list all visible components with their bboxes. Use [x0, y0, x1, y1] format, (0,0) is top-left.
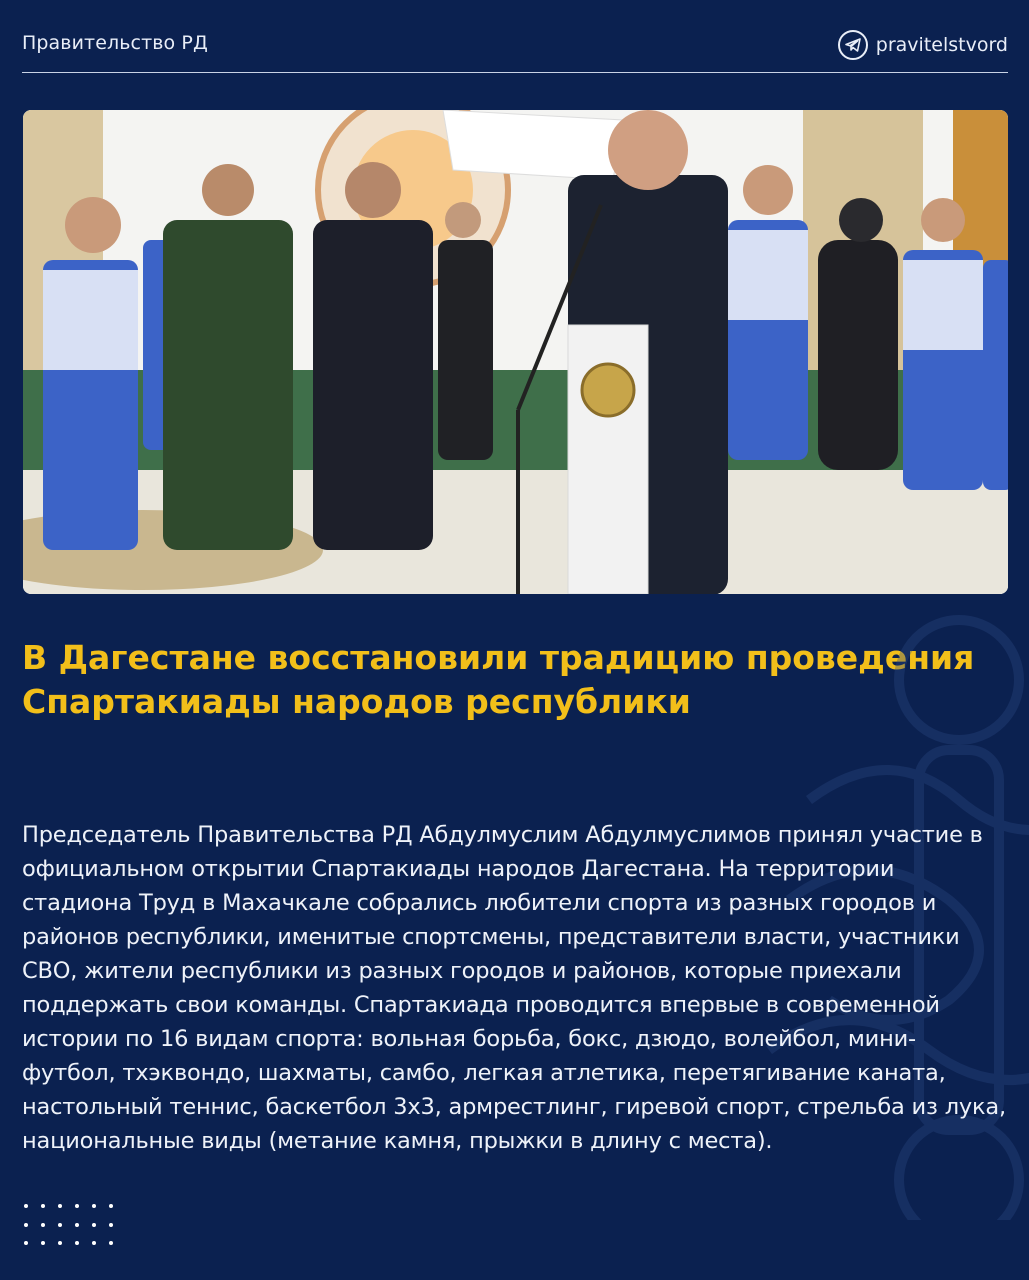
article-title: В Дагестане восстановили традицию проведения Спартакиады народов республики	[22, 638, 975, 721]
brand-label: Правительство РД	[22, 32, 208, 54]
header-divider	[22, 72, 1008, 73]
telegram-icon	[838, 30, 868, 60]
telegram-link[interactable]	[838, 28, 1008, 62]
header	[22, 28, 1008, 62]
event-photo	[23, 110, 1008, 594]
dot-grid-decoration	[24, 1204, 124, 1248]
article-body: Председатель Правительства РД Абдулмуслим Абдулмуслимов принял участие в официальном открытии Спартакиады народов Дагестана. На территории стадиона Труд в Махачкале собрались любители спорта из разных городов и районов республики, именитые спортсмены, представители власти, участники СВО, жители республики из разных городов и районов, которые приехали поддержать свои команды. Спартакиада проводится впервые в современной истории по 16 видам спорта: вольная борьба, бокс, дзюдо, волейбол, мини-футбол, тхэквондо, шахматы, самбо, легкая атлетика, перетягивание каната, настольный теннис, баскетбол 3х3, армрестлинг, гиревой спорт, стрельба из лука, национальные виды (метание камня, прыжки в длину с места).	[22, 822, 1006, 1154]
telegram-handle: pravitelstvord	[875, 34, 1008, 56]
